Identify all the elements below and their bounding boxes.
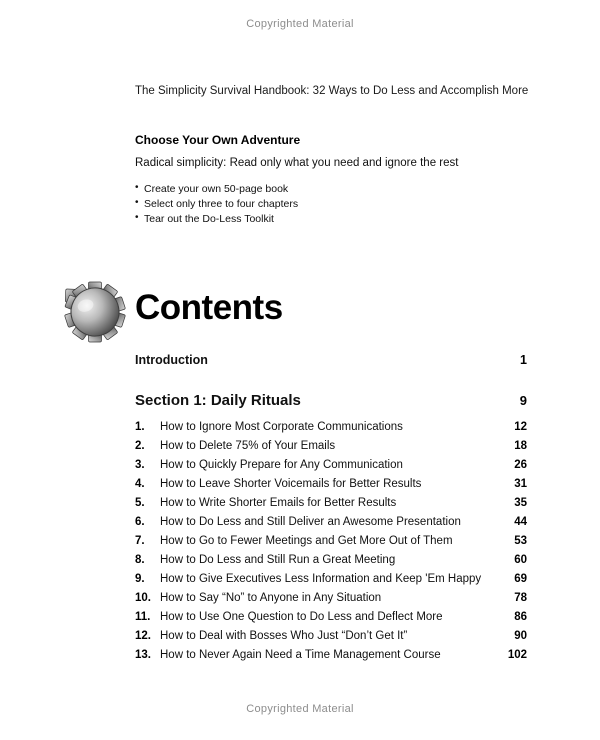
- list-item[interactable]: [135, 629, 527, 645]
- toc-entry-page: 102: [507, 649, 527, 662]
- toc-entry-label: How to Do Less and Still Run a Great Meeting: [160, 554, 396, 567]
- toc-section-label: Section 1: Daily Rituals: [135, 391, 301, 409]
- toc-entry-number: 6.: [135, 516, 145, 529]
- list-item[interactable]: [135, 610, 527, 626]
- toc-entry-page: 12: [514, 421, 527, 434]
- page-title: Contents: [135, 288, 283, 327]
- toc-entry-page: 86: [514, 611, 527, 624]
- toc-entry-page: 31: [514, 478, 527, 491]
- toc-entry-page: 35: [514, 497, 527, 510]
- toc-entry-label: How to Use One Question to Do Less and Deflect More: [160, 611, 443, 624]
- toc-entry-number: 11.: [135, 611, 151, 624]
- toc-entry-number: 12.: [135, 630, 151, 643]
- toc-section-page: 9: [519, 392, 527, 408]
- toc-entry-introduction[interactable]: [135, 352, 527, 369]
- toc-entry-number: 3.: [135, 459, 145, 472]
- toc-entry-number: 2.: [135, 440, 145, 453]
- toc-entry-page: 1: [520, 353, 527, 367]
- list-item[interactable]: [135, 572, 527, 588]
- toc-entry-number: 4.: [135, 478, 145, 491]
- table-of-contents: [135, 352, 527, 667]
- toc-entry-number: 13.: [135, 649, 151, 662]
- toc-entry-label: How to Delete 75% of Your Emails: [160, 440, 336, 453]
- copyright-watermark-bottom: Copyrighted Material: [246, 703, 354, 715]
- toc-entry-label: How to Quickly Prepare for Any Communication: [160, 459, 403, 472]
- copyright-watermark-top: Copyrighted Material: [246, 18, 354, 30]
- toc-entry-page: 69: [514, 573, 527, 586]
- list-item[interactable]: [135, 591, 527, 607]
- toc-entry-label: How to Never Again Need a Time Management Course: [160, 649, 441, 662]
- list-item[interactable]: [135, 534, 527, 550]
- toc-entry-label: How to Give Executives Less Information and Keep 'Em Happy: [160, 573, 482, 586]
- toc-entry-label: How to Leave Shorter Voicemails for Better Results: [160, 478, 422, 491]
- list-item: • Tear out the Do-Less Toolkit: [135, 213, 545, 225]
- toc-entry-page: 53: [514, 535, 527, 548]
- gear-icon: [62, 276, 128, 348]
- list-item[interactable]: [135, 553, 527, 569]
- toc-entry-page: 26: [514, 459, 527, 472]
- toc-entry-page: 44: [514, 516, 527, 529]
- toc-entry-number: 8.: [135, 554, 145, 567]
- book-title: The Simplicity Survival Handbook: 32 Ways to Do Less and Accomplish More: [135, 85, 529, 97]
- toc-section-heading[interactable]: [135, 391, 527, 411]
- toc-entry-number: 5.: [135, 497, 145, 510]
- choose-your-own-adventure-heading: Choose Your Own Adventure: [135, 132, 301, 147]
- list-item[interactable]: [135, 477, 527, 493]
- adventure-bullet-list: [135, 183, 545, 225]
- toc-entry-label: How to Deal with Bosses Who Just “Don’t Get It”: [160, 630, 408, 643]
- toc-entry-label: How to Write Shorter Emails for Better Results: [160, 497, 397, 510]
- list-item[interactable]: [135, 420, 527, 436]
- list-item: • Create your own 50-page book: [135, 183, 545, 195]
- toc-entry-page: 90: [514, 630, 527, 643]
- toc-entry-number: 9.: [135, 573, 145, 586]
- toc-entry-label: How to Ignore Most Corporate Communications: [160, 421, 403, 434]
- toc-entry-label: How to Go to Fewer Meetings and Get More Out of Them: [160, 535, 453, 548]
- list-item[interactable]: [135, 439, 527, 455]
- list-item: • Select only three to four chapters: [135, 198, 545, 210]
- choose-your-own-adventure-subtitle: Radical simplicity: Read only what you need and ignore the rest: [135, 156, 459, 169]
- list-item[interactable]: [135, 496, 527, 512]
- toc-entry-page: 60: [514, 554, 527, 567]
- toc-entry-label: Introduction: [135, 353, 208, 367]
- toc-entry-page: 78: [514, 592, 527, 605]
- list-item[interactable]: [135, 648, 527, 664]
- toc-entry-number: 1.: [135, 421, 145, 434]
- toc-entry-number: 7.: [135, 535, 145, 548]
- list-item[interactable]: [135, 515, 527, 531]
- list-item[interactable]: [135, 458, 527, 474]
- contents-heading-area: [135, 282, 530, 325]
- toc-entry-number: 10.: [135, 592, 151, 605]
- toc-entry-label: How to Do Less and Still Deliver an Awesome Presentation: [160, 516, 461, 529]
- front-matter-block: [135, 84, 545, 228]
- toc-entry-page: 18: [514, 440, 527, 453]
- toc-entry-label: How to Say “No” to Anyone in Any Situation: [160, 592, 382, 605]
